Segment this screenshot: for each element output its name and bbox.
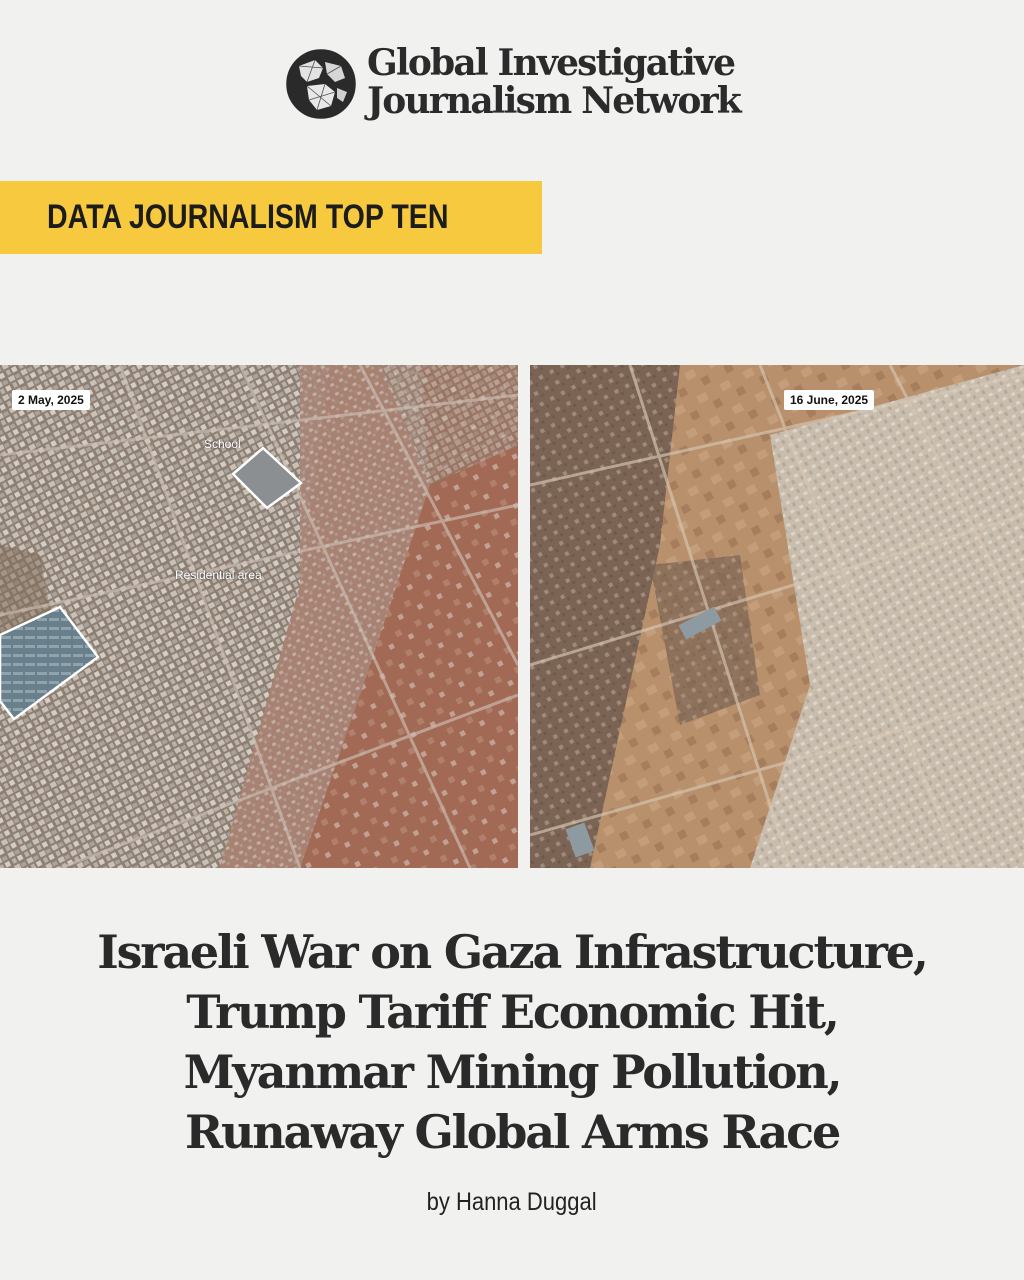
globe-icon (285, 48, 357, 120)
headline (0, 922, 1024, 1162)
school-label: School (204, 437, 241, 451)
headline-line: Israeli War on Gaza Infrastructure, (97, 925, 927, 979)
brand-line-1: Global Investigative (367, 42, 735, 84)
after-date-tag: 16 June, 2025 (784, 390, 874, 410)
residential-area-label: Residential area (175, 568, 262, 582)
headline-line: Myanmar Mining Pollution, (183, 1045, 841, 1099)
byline (0, 1186, 1024, 1218)
before-date-tag: 2 May, 2025 (12, 390, 90, 410)
section-banner (0, 181, 542, 254)
headline-line: Runaway Global Arms Race (184, 1105, 840, 1159)
satellite-after-graphic (530, 365, 1024, 868)
gijn-logo (285, 44, 755, 134)
banner-label: DATA JOURNALISM TOP TEN (47, 198, 449, 236)
byline-text: by Hanna Duggal (426, 1188, 598, 1216)
brand-line-2: Journalism Network (367, 80, 740, 122)
satellite-image-after (530, 365, 1024, 868)
satellite-image-before (0, 365, 518, 868)
headline-line: Trump Tariff Economic Hit, (186, 985, 838, 1039)
satellite-before-graphic (0, 365, 518, 868)
